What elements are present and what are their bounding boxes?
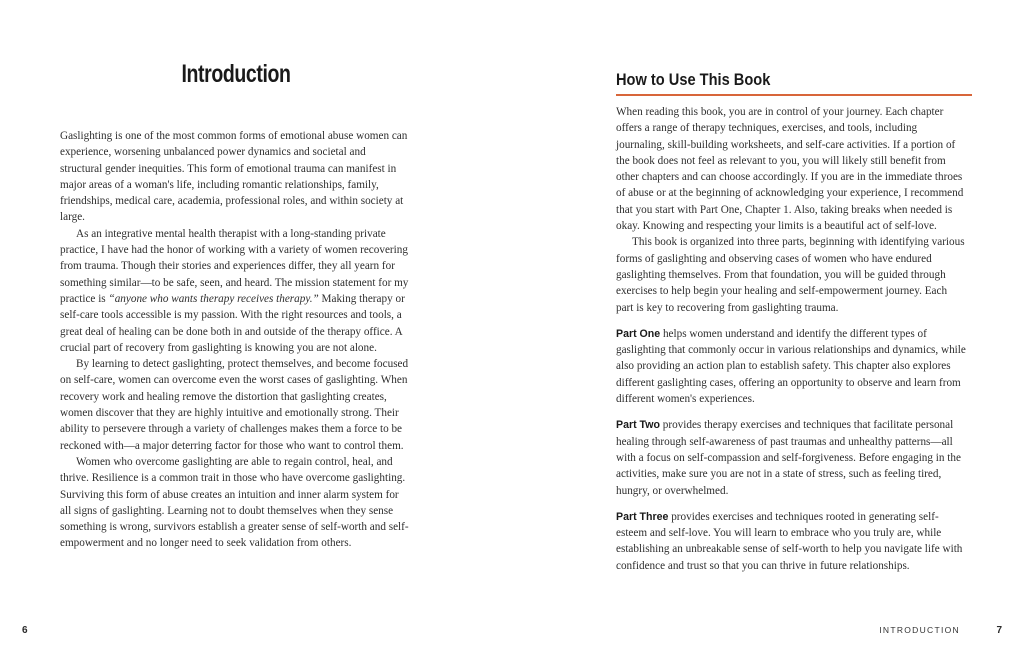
part-label: Part One [616, 327, 661, 340]
part-paragraph [616, 509, 966, 574]
paragraph: This book is organized into three parts, beginning with identifying various forms of gaslighting and observing cases of women who have endured gaslighting themselves. From that foundation, you will be guided through exercises to help begin your healing and self-empowerment journey. Each part is key to recovering from gaslighting trauma. [616, 236, 965, 314]
right-page [512, 0, 1024, 658]
part-text: helps women understand and identify the different types of gaslighting that commonly occur in various relationships and dynamics, while also providing an action plan to establish safety. This chapter also explores different gaslighting cases, offering an opportunity to observe and learn from different women's experiences. [616, 327, 966, 406]
page-number: 7 [996, 625, 1002, 636]
left-body-text [60, 128, 410, 552]
page-number: 6 [22, 625, 28, 636]
part-text: provides exercises and techniques rooted in generating self-esteem and self-love. You will learn to embrace who you truly are, while establishing an unbreakable sense of self-worth to help you navigate life with confidence and trust so that you can thrive in future relationships. [616, 510, 963, 572]
mission-quote: “anyone who wants therapy receives therapy.” [108, 292, 319, 305]
part-paragraph [616, 417, 966, 498]
paragraph: By learning to detect gaslighting, protect themselves, and become focused on self-care, women can overcome even the worst cases of gaslighting. When recovery work and healing remove the distortion that gaslighting creates, women discover that they are highly intuitive and emotionally strong. Their ability to persevere through a variety of challenges makes them a force to be reckoned with—a major deterring factor for those who want to control them. [60, 358, 409, 452]
section-heading: How to Use This Book [616, 70, 771, 89]
paragraph: Gaslighting is one of the most common forms of emotional abuse women can experience, worsening unbalanced power dynamics and societal and structural gender inequities. This form of emotional trauma can manifest in major areas of a woman's life, including romantic relationships, family, friendships, medical care, academia, professional roles, and within society at large. [60, 130, 408, 224]
paragraph-text: As an integrative mental health therapist with a long-standing private practice, I have had the honor of working with a variety of women recovering from trauma. Though their stories and experiences differ, they all yearn for something similar—to be safe, seen, and heard. The mission statement for my practice is [60, 227, 409, 305]
part-label: Part Three [616, 510, 669, 523]
right-body-text [616, 104, 966, 574]
paragraph: Women who overcome gaslighting are able to regain control, heal, and thrive. Resilience is a common trait in those who have overcome gaslighting. Surviving this form of abuse creates an intuition and inner alarm system for all signs of gaslighting. Learning not to doubt themselves when they sense something is wrong, survivors establish a greater sense of self-worth and self-empowerment and no longer need to seek validation from others. [60, 455, 409, 550]
paragraph: When reading this book, you are in control of your journey. Each chapter offers a range of therapy techniques, exercises, and tools, including journaling, skill-building worksheets, and self-care activities. If a portion of the book does not feel as relevant to you, you will likely still benefit from other chapters and can choose accordingly. If you are in the immediate throes of abuse or at the beginning of acknowledging your experience, I recommend that you start with Part One, Chapter 1. Also, taking breaks when needed is okay. Knowing and respecting your limits is a beautiful act of self-love. [616, 106, 964, 233]
paragraph [60, 226, 410, 356]
part-paragraph [616, 326, 966, 407]
paragraph-text: Making therapy or self-care tools accessible is my passion. With the right resources and tools, a great deal of healing can be done both in and outside of the therapy office. A crucial part of recovery from gaslighting is knowing you are not alone. [60, 292, 405, 354]
part-text: provides therapy exercises and techniques that facilitate personal healing through self-awareness of past traumas and unhealthy patterns—all with a focus on self-compassion and self-forgiveness. Before engaging in the activities, make sure you are not in a state of stress, such as feeling tired, hungry, or overwhelmed. [616, 419, 961, 497]
running-head: INTRODUCTION [879, 625, 960, 635]
part-label: Part Two [616, 419, 660, 432]
chapter-title: Introduction [181, 60, 291, 88]
heading-rule [616, 94, 972, 96]
